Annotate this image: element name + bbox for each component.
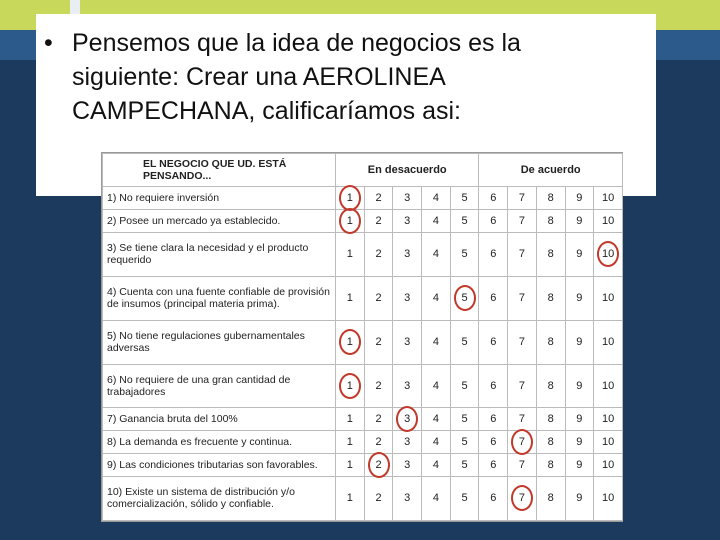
- rating-value: 7: [518, 379, 526, 392]
- rating-value: 9: [576, 214, 583, 227]
- table-row: [103, 476, 623, 520]
- rating-cell: [450, 364, 479, 408]
- rating-cell: [336, 320, 365, 364]
- rating-cell: [594, 209, 623, 232]
- rating-cell: [479, 476, 508, 520]
- rating-value: 4: [432, 436, 439, 449]
- rating-cell: [594, 187, 623, 210]
- rating-cell: [364, 408, 393, 431]
- rating-value: 1: [346, 214, 353, 227]
- rating-value: 10: [601, 492, 615, 505]
- rating-cell: [393, 364, 422, 408]
- rating-value: 7: [518, 248, 526, 261]
- rating-cell: [450, 187, 479, 210]
- rating-value: 10: [601, 336, 615, 349]
- rating-cell: [508, 408, 537, 431]
- rating-value: 1: [346, 379, 353, 392]
- rating-cell: [565, 276, 594, 320]
- rating-cell: [594, 276, 623, 320]
- rating-cell: [422, 454, 451, 477]
- rating-cell: [536, 364, 565, 408]
- rating-value: 9: [576, 379, 583, 392]
- rating-cell: [364, 454, 393, 477]
- rating-cell: [336, 209, 365, 232]
- rating-value: 1: [346, 191, 353, 204]
- rating-cell: [422, 364, 451, 408]
- rating-cell: [508, 232, 537, 276]
- rating-cell: [393, 320, 422, 364]
- rating-value: 10: [601, 436, 615, 449]
- rating-cell: [450, 454, 479, 477]
- rating-value: 9: [576, 248, 583, 261]
- rating-cell: [479, 276, 508, 320]
- rating-value: 5: [461, 459, 468, 472]
- rating-value: 6: [490, 292, 497, 305]
- rating-value: 3: [404, 413, 411, 426]
- rating-value: 2: [375, 413, 382, 426]
- rating-cell: [508, 276, 537, 320]
- rating-cell: [479, 454, 508, 477]
- rating-value: 10: [601, 248, 615, 261]
- rating-value: 2: [375, 191, 382, 204]
- rating-value: 3: [404, 492, 411, 505]
- rating-cell: [536, 187, 565, 210]
- rating-value: 9: [576, 292, 583, 305]
- rating-value: 8: [547, 248, 554, 261]
- rating-cell: [422, 276, 451, 320]
- rating-value: 2: [375, 492, 382, 505]
- row-question: 9) Las condiciones tributarias son favorables.: [103, 454, 336, 477]
- row-question: 10) Existe un sistema de distribución y/o comercialización, sólido y confiable.: [103, 476, 336, 520]
- rating-cell: [336, 454, 365, 477]
- row-question: 2) Posee un mercado ya establecido.: [103, 209, 336, 232]
- rating-value: 2: [375, 379, 382, 392]
- rating-cell: [422, 209, 451, 232]
- rating-value: 10: [601, 413, 615, 426]
- rating-value: 6: [490, 214, 497, 227]
- rating-value: 9: [576, 436, 583, 449]
- rating-cell: [594, 476, 623, 520]
- rating-value: 4: [432, 379, 439, 392]
- rating-value: 2: [375, 336, 382, 349]
- rating-value: 7: [518, 191, 526, 204]
- selection-circle: [511, 429, 533, 455]
- rating-cell: [536, 276, 565, 320]
- rating-value: 1: [346, 292, 353, 305]
- selection-circle: [339, 329, 361, 355]
- rating-value: 9: [576, 492, 583, 505]
- rating-cell: [536, 232, 565, 276]
- rating-cell: [450, 476, 479, 520]
- rating-value: 9: [576, 413, 583, 426]
- table-row: [103, 320, 623, 364]
- rating-cell: [393, 187, 422, 210]
- rating-value: 1: [346, 413, 353, 426]
- rating-value: 7: [518, 292, 526, 305]
- rating-value: 7: [518, 436, 526, 449]
- row-question: 3) Se tiene clara la necesidad y el producto requerido: [103, 232, 336, 276]
- rating-cell: [536, 408, 565, 431]
- selection-circle: [339, 373, 361, 399]
- rating-value: 3: [404, 248, 411, 261]
- rating-value: 6: [490, 492, 497, 505]
- rating-value: 2: [375, 459, 382, 472]
- rating-value: 2: [375, 436, 382, 449]
- slide-bullet-text: Pensemos que la idea de negocios es la siguiente: Crear una AEROLINEA CAMPECHANA, calificaríamos asi:: [72, 29, 521, 125]
- rating-value: 5: [461, 336, 468, 349]
- rating-value: 5: [461, 436, 468, 449]
- header-agree: De acuerdo: [479, 154, 623, 187]
- bullet-dot: •: [44, 29, 53, 57]
- rating-value: 3: [404, 292, 411, 305]
- rating-cell: [364, 320, 393, 364]
- rating-value: 2: [375, 248, 382, 261]
- header-question: EL NEGOCIO QUE UD. ESTÁ PENSANDO...: [103, 154, 336, 187]
- rating-cell: [536, 320, 565, 364]
- rating-cell: [450, 408, 479, 431]
- rating-cell: [364, 209, 393, 232]
- rating-value: 10: [601, 191, 615, 204]
- rating-cell: [565, 454, 594, 477]
- rating-cell: [422, 431, 451, 454]
- rating-cell: [508, 476, 537, 520]
- rating-cell: [594, 454, 623, 477]
- rating-cell: [422, 187, 451, 210]
- rating-cell: [594, 408, 623, 431]
- rating-cell: [336, 364, 365, 408]
- rating-value: 6: [490, 459, 497, 472]
- rating-cell: [536, 476, 565, 520]
- rating-value: 6: [490, 248, 497, 261]
- rating-value: 4: [432, 413, 439, 426]
- rating-value: 6: [490, 336, 497, 349]
- table-row: [103, 232, 623, 276]
- rating-value: 1: [346, 248, 353, 261]
- rating-cell: [508, 209, 537, 232]
- rating-value: 7: [518, 413, 526, 426]
- rating-cell: [336, 276, 365, 320]
- rating-cell: [594, 320, 623, 364]
- rating-cell: [364, 232, 393, 276]
- rating-value: 5: [461, 214, 468, 227]
- rating-value: 3: [404, 436, 411, 449]
- rating-cell: [393, 232, 422, 276]
- rating-value: 10: [601, 459, 615, 472]
- header-disagree: En desacuerdo: [336, 154, 479, 187]
- rating-value: 3: [404, 459, 411, 472]
- row-question: 6) No requiere de una gran cantidad de trabajadores: [103, 364, 336, 408]
- rating-cell: [336, 408, 365, 431]
- rating-value: 7: [518, 214, 526, 227]
- row-question: 7) Ganancia bruta del 100%: [103, 408, 336, 431]
- rating-cell: [536, 454, 565, 477]
- rating-cell: [450, 276, 479, 320]
- rating-cell: [565, 408, 594, 431]
- rating-value: 6: [490, 191, 497, 204]
- rating-cell: [594, 232, 623, 276]
- rating-value: 3: [404, 336, 411, 349]
- rating-value: 10: [601, 292, 615, 305]
- rating-value: 5: [461, 492, 468, 505]
- selection-circle: [597, 241, 619, 267]
- rating-cell: [508, 187, 537, 210]
- rating-cell: [479, 187, 508, 210]
- rating-value: 6: [490, 413, 497, 426]
- rating-value: 4: [432, 292, 439, 305]
- rating-value: 5: [461, 248, 468, 261]
- rating-value: 6: [490, 436, 497, 449]
- row-question: 1) No requiere inversión: [103, 187, 336, 210]
- rating-cell: [393, 408, 422, 431]
- selection-circle: [339, 208, 361, 234]
- rating-value: 6: [490, 379, 497, 392]
- rating-cell: [336, 476, 365, 520]
- rating-value: 7: [518, 492, 526, 505]
- table-row: [103, 209, 623, 232]
- selection-circle: [396, 406, 418, 432]
- rating-value: 8: [547, 292, 554, 305]
- rating-cell: [479, 408, 508, 431]
- rating-value: 8: [547, 413, 554, 426]
- rating-cell: [594, 431, 623, 454]
- rating-value: 7: [518, 336, 526, 349]
- rating-cell: [364, 431, 393, 454]
- rating-value: 5: [461, 379, 468, 392]
- rating-cell: [364, 187, 393, 210]
- table-row: [103, 364, 623, 408]
- rating-cell: [422, 408, 451, 431]
- rating-value: 3: [404, 379, 411, 392]
- row-question: 4) Cuenta con una fuente confiable de provisión de insumos (principal materia prima).: [103, 276, 336, 320]
- row-question: 8) La demanda es frecuente y continua.: [103, 431, 336, 454]
- rating-cell: [336, 431, 365, 454]
- selection-circle: [511, 485, 533, 511]
- rating-cell: [508, 364, 537, 408]
- rating-cell: [508, 454, 537, 477]
- rating-value: 4: [432, 214, 439, 227]
- rating-cell: [450, 232, 479, 276]
- rating-value: 2: [375, 214, 382, 227]
- rating-cell: [364, 476, 393, 520]
- rating-cell: [450, 209, 479, 232]
- rating-value: 5: [461, 292, 468, 305]
- rating-cell: [364, 364, 393, 408]
- row-question: 5) No tiene regulaciones gubernamentales adversas: [103, 320, 336, 364]
- rating-cell: [565, 187, 594, 210]
- rating-cell: [594, 364, 623, 408]
- rating-cell: [393, 454, 422, 477]
- rating-value: 7: [518, 459, 526, 472]
- rating-cell: [565, 232, 594, 276]
- rating-cell: [565, 431, 594, 454]
- rating-value: 4: [432, 191, 439, 204]
- rating-value: 2: [375, 292, 382, 305]
- table-row: [103, 454, 623, 477]
- rating-cell: [450, 431, 479, 454]
- rating-cell: [508, 320, 537, 364]
- rating-value: 8: [547, 436, 554, 449]
- rating-value: 5: [461, 191, 468, 204]
- rating-cell: [565, 320, 594, 364]
- rating-cell: [422, 476, 451, 520]
- rating-cell: [336, 232, 365, 276]
- rating-cell: [565, 209, 594, 232]
- rating-cell: [479, 431, 508, 454]
- rating-cell: [393, 476, 422, 520]
- rating-value: 9: [576, 459, 583, 472]
- rating-value: 3: [404, 191, 411, 204]
- rating-value: 4: [432, 336, 439, 349]
- rating-value: 8: [547, 492, 554, 505]
- selection-circle: [454, 285, 476, 311]
- rating-value: 10: [601, 214, 615, 227]
- rating-value: 8: [547, 191, 554, 204]
- table-row: [103, 408, 623, 431]
- table-row: [103, 431, 623, 454]
- rating-cell: [393, 431, 422, 454]
- rating-value: 1: [346, 459, 353, 472]
- table-row: [103, 187, 623, 210]
- rating-value: 4: [432, 492, 439, 505]
- rating-cell: [393, 276, 422, 320]
- rating-value: 4: [432, 459, 439, 472]
- rating-cell: [536, 431, 565, 454]
- rating-value: 1: [346, 336, 353, 349]
- rating-value: 8: [547, 379, 554, 392]
- rating-value: 8: [547, 459, 554, 472]
- rating-cell: [479, 364, 508, 408]
- rating-value: 5: [461, 413, 468, 426]
- rating-cell: [565, 364, 594, 408]
- table-header-row: [103, 154, 623, 187]
- rating-value: 9: [576, 336, 583, 349]
- rating-value: 8: [547, 336, 554, 349]
- rating-value: 4: [432, 248, 439, 261]
- rating-value: 1: [346, 436, 353, 449]
- rating-cell: [393, 209, 422, 232]
- rating-value: 1: [346, 492, 353, 505]
- table-row: [103, 276, 623, 320]
- rating-cell: [508, 431, 537, 454]
- rating-cell: [450, 320, 479, 364]
- rating-table: [101, 152, 623, 522]
- rating-value: 8: [547, 214, 554, 227]
- rating-cell: [422, 320, 451, 364]
- rating-value: 10: [601, 379, 615, 392]
- rating-cell: [536, 209, 565, 232]
- rating-cell: [565, 476, 594, 520]
- rating-value: 3: [404, 214, 411, 227]
- rating-cell: [336, 187, 365, 210]
- rating-value: 9: [576, 191, 583, 204]
- rating-cell: [479, 232, 508, 276]
- rating-cell: [422, 232, 451, 276]
- rating-cell: [364, 276, 393, 320]
- rating-cell: [479, 209, 508, 232]
- rating-cell: [479, 320, 508, 364]
- selection-circle: [368, 452, 390, 478]
